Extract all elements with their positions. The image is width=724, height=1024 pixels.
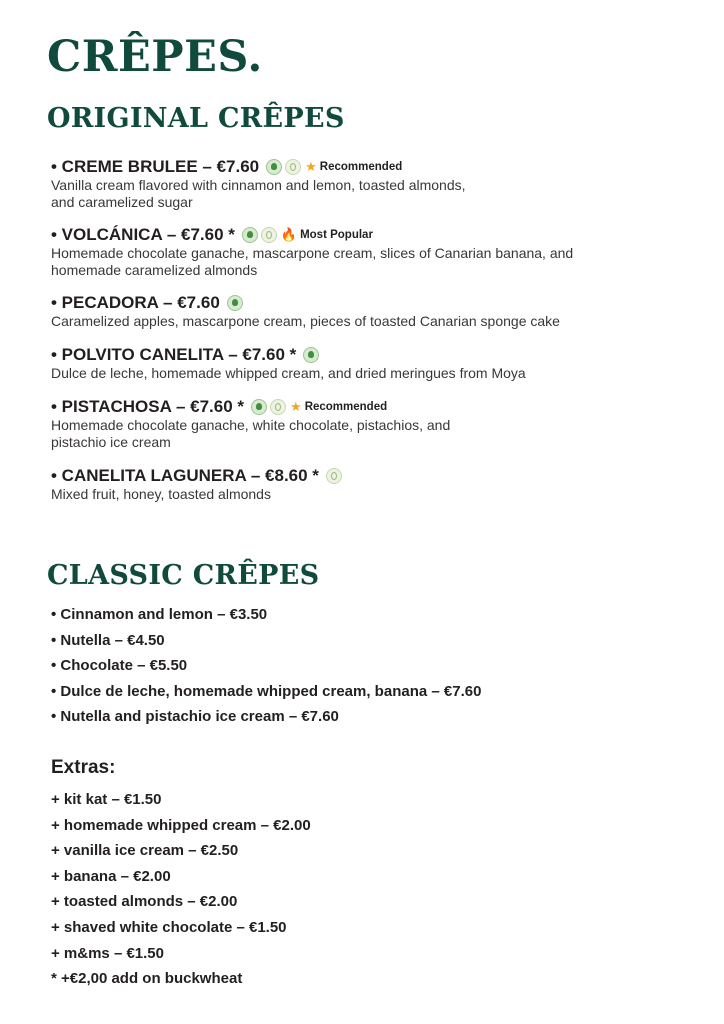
list-item: + banana – €2.00 [51,867,171,885]
list-item: + vanilla ice cream – €2.50 [51,842,239,860]
item-description-line: Mixed fruit, honey, toasted almonds [51,486,271,502]
item-description [51,245,651,279]
vegetarian-leaf-icon [266,159,282,175]
vegetarian-leaf-icon [227,295,243,311]
item-description-line: pistachio ice cream [51,434,171,450]
menu-item-polvito-canelita [51,344,651,382]
list-item: + homemade whipped cream – €2.00 [51,816,311,834]
item-description [51,486,651,503]
item-name: • CREME BRULEE – €7.60 [51,157,260,176]
tag-label: Recommended [304,401,388,413]
vegetarian-leaf-icon [303,347,319,363]
item-name: • CANELITA LAGUNERA – €8.60 * [51,466,319,485]
item-name: • VOLCÁNICA – €7.60 * [51,225,235,244]
list-item: • Cinnamon and lemon – €3.50 [51,606,268,623]
extras-title: Extras: [51,757,116,778]
recommended-tag [305,156,402,178]
list-item: • Nutella and pistachio ice cream – €7.60 [51,708,339,725]
gluten-free-icon [285,159,301,175]
menu-item-canelita-lagunera [51,465,651,503]
list-item: + kit kat – €1.50 [51,791,162,808]
item-description [51,177,651,211]
item-description-line: Caramelized apples, mascarpone cream, pieces of toasted Canarian sponge cake [51,313,560,329]
item-name: • PISTACHOSA – €7.60 * [51,397,245,416]
extras-list [51,789,311,994]
recommended-tag [290,396,387,418]
page-title: CRÊPES. [47,32,263,82]
list-item: + m&ms – €1.50 [51,944,164,962]
item-description-line: and caramelized sugar [51,194,193,210]
list-item: • Dulce de leche, homemade whipped cream, banana – €7.60 [51,682,482,700]
section-title-original: ORIGINAL CRÊPES [47,103,345,134]
item-name: • POLVITO CANELITA – €7.60 * [51,345,297,364]
menu-item-pistachosa [51,396,651,451]
gluten-free-icon [326,468,342,484]
list-item: + toasted almonds – €2.00 [51,893,238,911]
gluten-free-icon [270,399,286,415]
item-description [51,365,651,382]
star-icon: ★ [305,159,317,174]
item-description-line: Homemade chocolate ganache, mascarpone cream, slices of Canarian banana, and [51,245,574,261]
fire-icon: 🔥 [280,227,298,242]
section-title-classic: CLASSIC CRÊPES [47,560,320,591]
list-item: • Nutella – €4.50 [51,631,165,649]
menu-item-pecadora [51,292,651,330]
tag-label: Most Popular [300,229,373,241]
menu-item-volcanica [51,224,651,279]
item-description-line: Vanilla cream flavored with cinnamon and lemon, toasted almonds, [51,177,466,193]
menu-item-creme-brulee [51,156,651,211]
tag-label: Recommended [319,161,403,173]
classic-crepes-list [51,604,481,732]
item-description-line: Homemade chocolate ganache, white chocolate, pistachios, and [51,417,451,433]
list-item: + shaved white chocolate – €1.50 [51,918,287,936]
star-icon: ★ [290,399,302,414]
item-name: • PECADORA – €7.60 [51,293,220,312]
item-description-line: Dulce de leche, homemade whipped cream, and dried meringues from Moya [51,365,526,381]
item-description-line: homemade caramelized almonds [51,262,258,278]
list-item: • Chocolate – €5.50 [51,657,188,674]
gluten-free-icon [261,227,277,243]
most-popular-tag [281,224,373,246]
list-item: * +€2,00 add on buckwheat [51,970,243,988]
vegetarian-leaf-icon [251,399,267,415]
item-description [51,313,651,330]
vegetarian-leaf-icon [242,227,258,243]
item-description [51,417,651,451]
